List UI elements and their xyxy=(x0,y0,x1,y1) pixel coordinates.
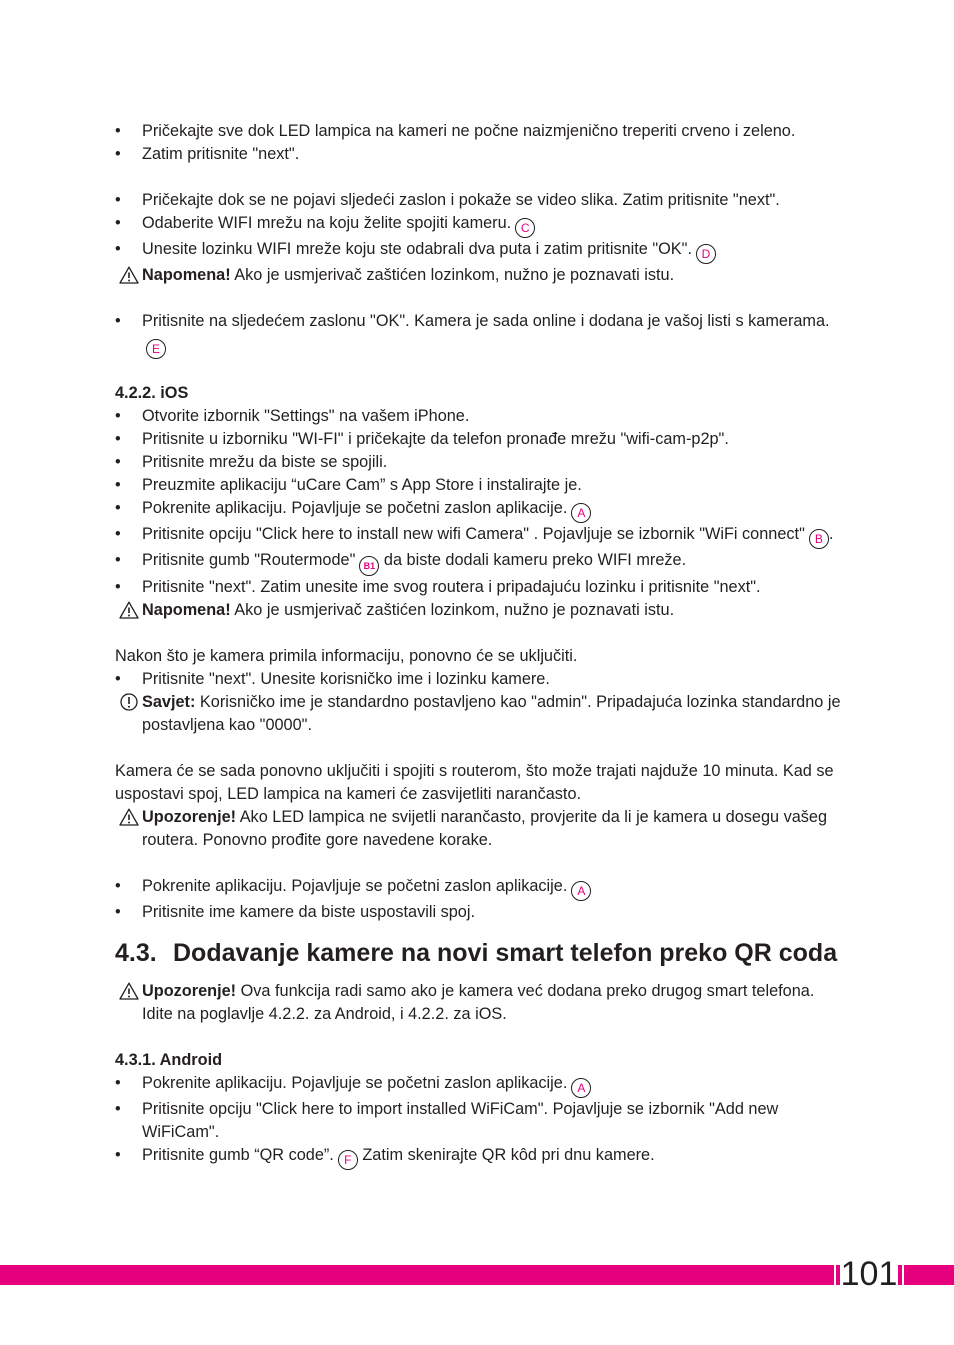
list-item xyxy=(115,212,845,238)
list-item xyxy=(115,451,845,474)
warning-triangle-icon xyxy=(119,266,139,284)
note-text: Korisničko ime je standardno postavljeno kao "admin". Pripadajuća lozinka standardno je postavljena kao "0000". xyxy=(142,693,841,734)
bullet-marker: • xyxy=(115,551,121,569)
spacer xyxy=(115,166,845,189)
warning-note xyxy=(115,599,845,622)
list-item xyxy=(115,668,845,691)
spacer xyxy=(115,287,845,310)
bullet-marker: • xyxy=(115,214,121,232)
list-item-text: Otvorite izbornik "Settings" na vašem iPhone. xyxy=(142,407,470,425)
bullet-marker: • xyxy=(115,240,121,258)
list-item-text-after: Zatim skenirajte QR kôd pri dnu kamere. xyxy=(357,1146,655,1164)
list-item-text: Preuzmite aplikaciju “uCare Cam” s App Store i instalirajte je. xyxy=(142,476,582,494)
list-item-text: Unesite lozinku WIFI mreže koju ste odabrali dva puta i zatim pritisnite "OK". xyxy=(142,240,692,258)
bullet-marker: • xyxy=(115,1074,121,1092)
note-label: Napomena! xyxy=(142,266,231,284)
figure-reference-marker: C xyxy=(515,218,535,238)
list-item xyxy=(115,120,845,143)
list-item-text: Pričekajte dok se ne pojavi sljedeći zaslon i pokaže se video slika. Zatim pritisnite "next". xyxy=(142,191,780,209)
warning-note xyxy=(115,980,845,1026)
list-item-text: Pritisnite "next". Zatim unesite ime svog routera i pripadajuću lozinku i pritisnite "next". xyxy=(142,578,761,596)
bullet-marker: • xyxy=(115,312,121,330)
list-item xyxy=(115,428,845,451)
warning-triangle-icon xyxy=(119,982,139,1000)
list-item xyxy=(115,497,845,523)
note-text: Ova funkcija radi samo ako je kamera već dodana preko drugog smart telefona. Idite na poglavlje 4.2.2. za Android, i 4.2.2. za iOS. xyxy=(142,982,815,1023)
list-item-text: Pokrenite aplikaciju. Pojavljuje se početni zaslon aplikacije. xyxy=(142,499,568,517)
note-label: Savjet: xyxy=(142,693,196,711)
bullet-marker: • xyxy=(115,1100,121,1118)
list-item-text: Pritisnite gumb “QR code”. xyxy=(142,1146,334,1164)
figure-reference-marker: F xyxy=(338,1150,358,1170)
paragraph: Nakon što je kamera primila informaciju, ponovno će se uključiti. xyxy=(115,647,578,665)
list-item-text: Pritisnite na sljedećem zaslonu "OK". Kamera je sada online i dodana je vašoj listi s kamerama. xyxy=(142,312,830,330)
bullet-marker: • xyxy=(115,453,121,471)
section-heading xyxy=(115,936,845,970)
bullet-marker: • xyxy=(115,430,121,448)
bullet-marker: • xyxy=(115,525,121,543)
list-item-text: Pritisnite mrežu da biste se spojili. xyxy=(142,453,388,471)
list-item xyxy=(115,189,845,212)
list-item-text: Pokrenite aplikaciju. Pojavljuje se početni zaslon aplikacije. xyxy=(142,877,568,895)
list-item xyxy=(115,310,845,359)
list-item xyxy=(115,238,845,264)
list-item xyxy=(115,523,845,549)
subsection-heading: 4.3.1. Android xyxy=(115,1051,223,1069)
figure-reference-marker: A xyxy=(571,503,591,523)
figure-reference-marker: B1 xyxy=(359,556,379,576)
page-number: 101 xyxy=(840,1255,898,1293)
bullet-marker: • xyxy=(115,578,121,596)
list-item xyxy=(115,1144,845,1170)
info-circle-icon xyxy=(119,693,139,711)
list-item xyxy=(115,576,845,599)
warning-triangle-icon xyxy=(119,808,139,826)
section-title: Dodavanje kamere na novi smart telefon preko QR coda xyxy=(173,939,838,967)
list-item xyxy=(115,405,845,428)
bullet-marker: • xyxy=(115,407,121,425)
list-item-text: Odaberite WIFI mrežu na koju želite spojiti kameru. xyxy=(142,214,512,232)
spacer xyxy=(115,852,845,875)
list-item-text-after: . xyxy=(828,525,834,543)
figure-reference-marker: E xyxy=(146,339,166,359)
bullet-marker: • xyxy=(115,903,121,921)
tip-note xyxy=(115,691,845,737)
figure-reference-marker: D xyxy=(696,244,716,264)
list-item xyxy=(115,1072,845,1098)
spacer xyxy=(115,359,845,382)
paragraph: Kamera će se sada ponovno uključiti i spojiti s routerom, što može trajati najduže 10 minuta. Kad se uspostavi spoj, LED lampica na kameri će zasvijetliti narančasto. xyxy=(115,762,834,803)
section-number: 4.3. xyxy=(115,939,157,967)
bullet-marker: • xyxy=(115,1146,121,1164)
warning-note xyxy=(115,806,845,852)
figure-reference-marker: A xyxy=(571,881,591,901)
list-item-text: Pritisnite opciju "Click here to import installed WiFiCam". Pojavljuje se izbornik "Add new WiFiCam". xyxy=(142,1100,779,1141)
document-body xyxy=(115,120,845,1170)
list-item-text: Pritisnite opciju "Click here to install new wifi Camera" . Pojavljuje se izbornik "WiFi connect" xyxy=(142,525,805,543)
figure-reference-marker: B xyxy=(809,529,829,549)
note-label: Upozorenje! xyxy=(142,808,237,826)
bullet-marker: • xyxy=(115,476,121,494)
list-item-text: Pritisnite u izborniku "WI-FI" i pričekajte da telefon pronađe mrežu "wifi-cam-p2p". xyxy=(142,430,729,448)
note-text: Ako je usmjerivač zaštićen lozinkom, nužno je poznavati istu. xyxy=(230,266,675,284)
spacer xyxy=(115,622,845,645)
note-label: Napomena! xyxy=(142,601,231,619)
spacer xyxy=(115,737,845,760)
list-item-text: Pokrenite aplikaciju. Pojavljuje se početni zaslon aplikacije. xyxy=(142,1074,568,1092)
list-item-text-after: da biste dodali kameru preko WIFI mreže. xyxy=(379,551,687,569)
bullet-marker: • xyxy=(115,670,121,688)
list-item xyxy=(115,901,845,924)
warning-triangle-icon xyxy=(119,601,139,619)
note-text: Ako LED lampica ne svijetli narančasto, provjerite da li je kamera u dosegu vašeg routera. Ponovno prođite gore navedene korake. xyxy=(142,808,828,849)
list-item-text: Pritisnite "next". Unesite korisničko ime i lozinku kamere. xyxy=(142,670,550,688)
note-label: Upozorenje! xyxy=(142,982,237,1000)
list-item-text: Pritisnite ime kamere da biste uspostavili spoj. xyxy=(142,903,476,921)
list-item xyxy=(115,1098,845,1144)
list-item-text: Zatim pritisnite "next". xyxy=(142,145,300,163)
list-item xyxy=(115,474,845,497)
list-item-text: Pritisnite gumb "Routermode" xyxy=(142,551,356,569)
list-item xyxy=(115,549,845,576)
subsection-heading: 4.2.2. iOS xyxy=(115,384,189,402)
bullet-marker: • xyxy=(115,145,121,163)
warning-note xyxy=(115,264,845,287)
list-item xyxy=(115,143,845,166)
bullet-marker: • xyxy=(115,877,121,895)
list-item xyxy=(115,875,845,901)
spacer xyxy=(115,1026,845,1049)
bullet-marker: • xyxy=(115,499,121,517)
list-item-text: Pričekajte sve dok LED lampica na kameri ne počne naizmjenično treperiti crveno i zeleno. xyxy=(142,122,796,140)
bullet-marker: • xyxy=(115,191,121,209)
note-text: Ako je usmjerivač zaštićen lozinkom, nužno je poznavati istu. xyxy=(230,601,675,619)
footer-bar xyxy=(0,1265,954,1285)
figure-reference-marker: A xyxy=(571,1078,591,1098)
bullet-marker: • xyxy=(115,122,121,140)
